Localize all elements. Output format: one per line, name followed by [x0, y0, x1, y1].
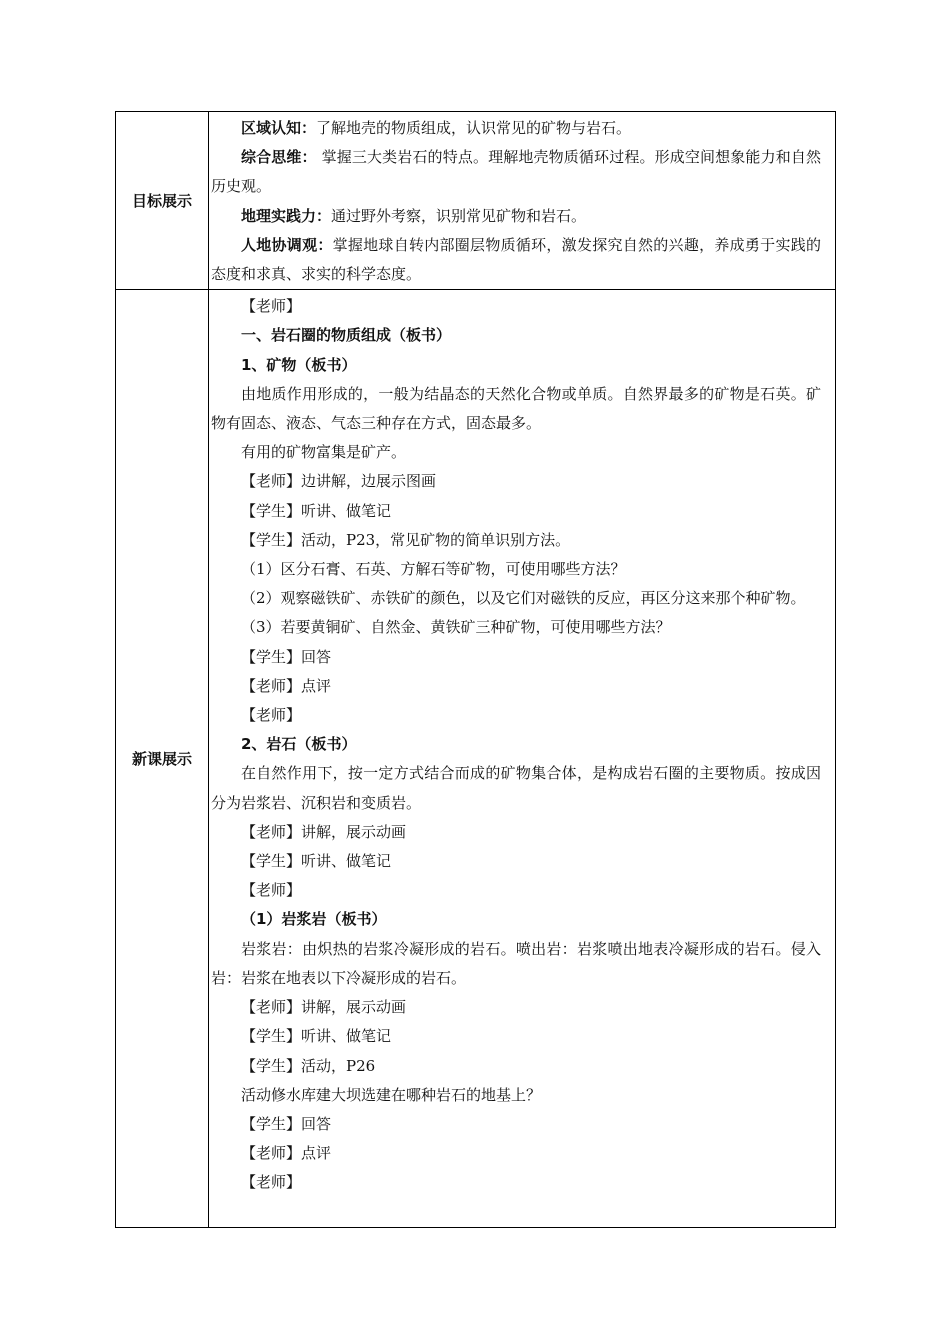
- goal-title: 区域认知：: [241, 119, 317, 137]
- lesson-line: 【学生】活动，P26: [241, 1056, 376, 1075]
- goal-title: 综合思维：: [241, 148, 317, 167]
- goal-text: 通过野外考察，识别常见矿物和岩石。: [331, 206, 587, 225]
- lesson-label: 新课展示: [116, 290, 209, 1228]
- lesson-line: 【学生】听讲、做笔记: [241, 1027, 392, 1046]
- lesson-line: 岩浆岩：由炽热的岩浆冷凝形成的岩石。喷出岩：岩浆喷出地表冷凝形成的岩石。侵入岩：岩浆在地表以下冷凝形成的岩石。: [211, 939, 821, 987]
- goal-title: 人地协调观：: [241, 235, 333, 254]
- lesson-line: 【老师】点评: [241, 1144, 332, 1163]
- lesson-heading: （1）岩浆岩（板书）: [241, 910, 387, 929]
- lesson-line: （2）观察磁铁矿、赤铁矿的颜色，以及它们对磁铁的反应，再区分这来那个种矿物。: [241, 589, 806, 608]
- lesson-line: （3）若要黄铜矿、自然金、黄铁矿三种矿物，可使用哪些方法？: [241, 618, 671, 637]
- lesson-plan-table: [115, 111, 836, 1228]
- lesson-line: 【学生】回答: [241, 1114, 332, 1133]
- lesson-row: [116, 290, 836, 1228]
- lesson-line: 【老师】: [241, 706, 302, 725]
- goal-item: [211, 231, 821, 289]
- lesson-line: 活动修水库建大坝选建在哪种岩石的地基上？: [241, 1085, 542, 1104]
- goal-text: 了解地壳的物质组成，认识常见的矿物与岩石。: [316, 119, 632, 137]
- lesson-line: （1）区分石膏、石英、方解石等矿物，可使用哪些方法？: [241, 560, 626, 579]
- goals-row: [116, 112, 836, 290]
- goals-content: [209, 112, 836, 290]
- lesson-line: 有用的矿物富集是矿产。: [241, 443, 407, 462]
- lesson-line: 【老师】讲解，展示动画: [241, 998, 407, 1017]
- goal-item: [211, 114, 821, 143]
- lesson-line: 在自然作用下，按一定方式结合而成的矿物集合体，是构成岩石圈的主要物质。按成因分为岩浆岩、沉积岩和变质岩。: [211, 764, 821, 812]
- goal-title: 地理实践力：: [241, 206, 332, 225]
- goal-text: 掌握地球自转内部圈层物质循环，激发探究自然的兴趣，养成勇于实践的态度和求真、求实的科学态度。: [211, 235, 821, 284]
- goal-text: 掌握三大类岩石的特点。理解地壳物质循环过程。形成空间想象能力和自然历史观。: [211, 148, 821, 196]
- lesson-line: 【老师】讲解，展示动画: [241, 822, 407, 841]
- lesson-line: 【老师】点评: [241, 676, 332, 695]
- lesson-line: 【老师】边讲解，边展示图画: [241, 472, 437, 491]
- lesson-line: 由地质作用形成的，一般为结晶态的天然化合物或单质。自然界最多的矿物是石英。矿物有固态、液态、气态三种存在方式，固态最多。: [211, 384, 821, 433]
- lesson-line: 【老师】: [241, 297, 302, 316]
- goal-item: [211, 202, 821, 231]
- lesson-content: [209, 290, 836, 1228]
- lesson-line: 【学生】活动，P23，常见矿物的简单识别方法。: [241, 530, 571, 549]
- lesson-line: 【老师】: [241, 1173, 302, 1192]
- goals-label: 目标展示: [116, 112, 209, 290]
- lesson-line: 【学生】听讲、做笔记: [241, 852, 392, 871]
- goal-item: [211, 143, 821, 201]
- lesson-heading: 1、矿物（板书）: [241, 355, 357, 374]
- lesson-line: 【老师】: [241, 881, 302, 900]
- lesson-heading: 2、岩石（板书）: [241, 735, 357, 754]
- lesson-heading: 一、岩石圈的物质组成（板书）: [241, 326, 452, 345]
- lesson-line: 【学生】听讲、做笔记: [241, 501, 392, 520]
- lesson-line: 【学生】回答: [241, 647, 332, 666]
